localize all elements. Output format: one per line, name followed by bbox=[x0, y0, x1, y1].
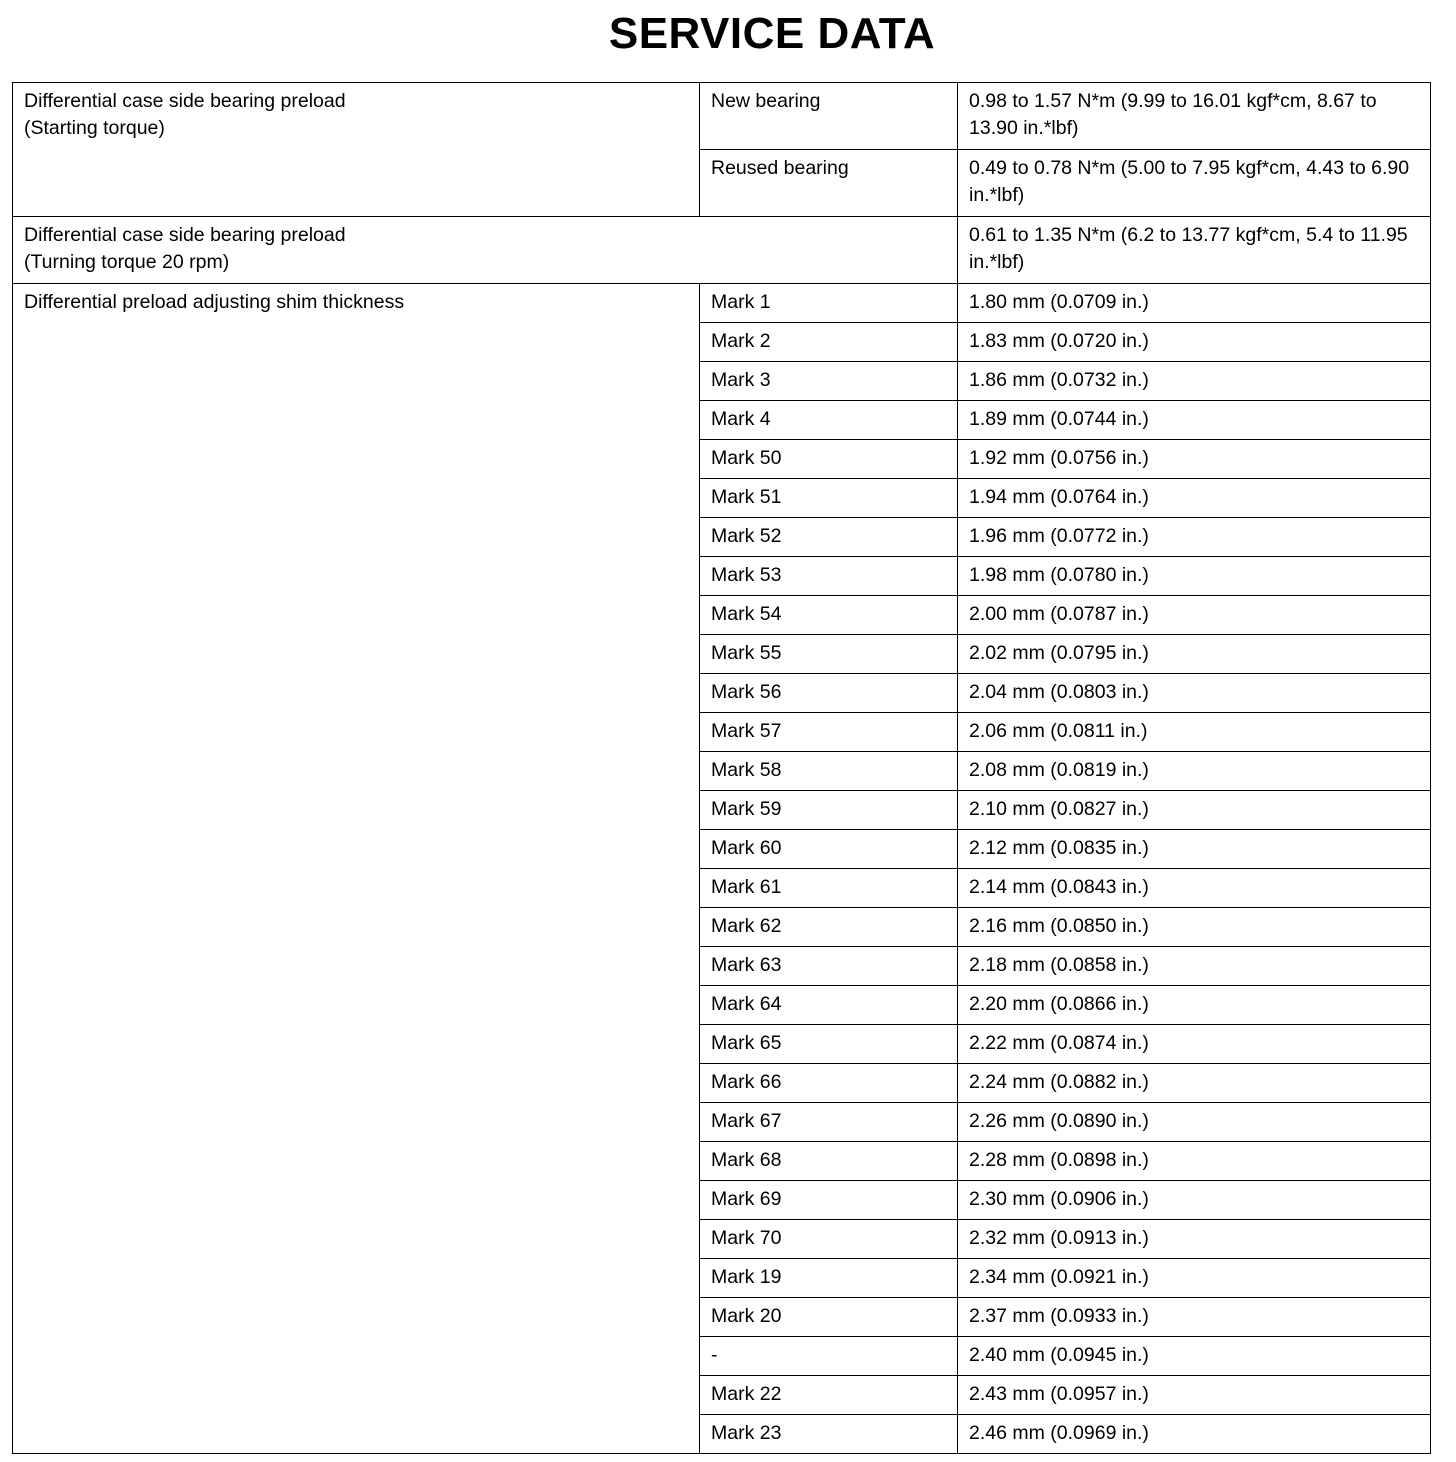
mark-cell: Mark 61 bbox=[700, 869, 958, 908]
mark-cell: Mark 3 bbox=[700, 362, 958, 401]
thickness-cell: 1.96 mm (0.0772 in.) bbox=[958, 518, 1431, 557]
thickness-cell: 1.92 mm (0.0756 in.) bbox=[958, 440, 1431, 479]
thickness-cell: 2.20 mm (0.0866 in.) bbox=[958, 986, 1431, 1025]
label-line: Differential case side bearing preload bbox=[24, 224, 346, 246]
thickness-cell: 2.04 mm (0.0803 in.) bbox=[958, 674, 1431, 713]
mark-cell: Mark 55 bbox=[700, 635, 958, 674]
thickness-cell: 1.89 mm (0.0744 in.) bbox=[958, 401, 1431, 440]
mark-cell: Mark 53 bbox=[700, 557, 958, 596]
table-row bbox=[13, 217, 1431, 284]
thickness-cell: 2.32 mm (0.0913 in.) bbox=[958, 1220, 1431, 1259]
thickness-cell: 2.46 mm (0.0969 in.) bbox=[958, 1415, 1431, 1454]
thickness-cell: 2.34 mm (0.0921 in.) bbox=[958, 1259, 1431, 1298]
thickness-cell: 2.10 mm (0.0827 in.) bbox=[958, 791, 1431, 830]
thickness-cell: 2.30 mm (0.0906 in.) bbox=[958, 1181, 1431, 1220]
thickness-cell: 1.98 mm (0.0780 in.) bbox=[958, 557, 1431, 596]
thickness-cell: 2.12 mm (0.0835 in.) bbox=[958, 830, 1431, 869]
value-cell: 0.98 to 1.57 N*m (9.99 to 16.01 kgf*cm, 8.67 to 13.90 in.*lbf) bbox=[958, 83, 1431, 150]
thickness-cell: 2.02 mm (0.0795 in.) bbox=[958, 635, 1431, 674]
thickness-cell: 2.22 mm (0.0874 in.) bbox=[958, 1025, 1431, 1064]
thickness-cell: 2.14 mm (0.0843 in.) bbox=[958, 869, 1431, 908]
thickness-cell: 2.00 mm (0.0787 in.) bbox=[958, 596, 1431, 635]
thickness-cell: 2.08 mm (0.0819 in.) bbox=[958, 752, 1431, 791]
mark-cell: Mark 57 bbox=[700, 713, 958, 752]
label-line: Differential case side bearing preload bbox=[24, 90, 346, 112]
mark-cell: Mark 4 bbox=[700, 401, 958, 440]
mark-cell: Mark 62 bbox=[700, 908, 958, 947]
mark-cell: Mark 68 bbox=[700, 1142, 958, 1181]
starting-torque-label bbox=[13, 83, 700, 217]
thickness-cell: 2.43 mm (0.0957 in.) bbox=[958, 1376, 1431, 1415]
mark-cell: Mark 1 bbox=[700, 284, 958, 323]
thickness-cell: 1.94 mm (0.0764 in.) bbox=[958, 479, 1431, 518]
mark-cell: Mark 60 bbox=[700, 830, 958, 869]
service-data-table bbox=[12, 82, 1431, 1454]
thickness-cell: 2.24 mm (0.0882 in.) bbox=[958, 1064, 1431, 1103]
mark-cell: Mark 2 bbox=[700, 323, 958, 362]
mark-cell: Mark 59 bbox=[700, 791, 958, 830]
turning-torque-label bbox=[13, 217, 958, 284]
mark-cell: Mark 66 bbox=[700, 1064, 958, 1103]
page-title: SERVICE DATA bbox=[608, 9, 936, 58]
mark-cell: Mark 69 bbox=[700, 1181, 958, 1220]
label-line: (Turning torque 20 rpm) bbox=[24, 251, 230, 273]
table-row bbox=[13, 284, 1431, 323]
shim-thickness-label: Differential preload adjusting shim thickness bbox=[13, 284, 700, 1454]
thickness-cell: 1.86 mm (0.0732 in.) bbox=[958, 362, 1431, 401]
thickness-cell: 2.40 mm (0.0945 in.) bbox=[958, 1337, 1431, 1376]
thickness-cell: 1.80 mm (0.0709 in.) bbox=[958, 284, 1431, 323]
mark-cell: Mark 54 bbox=[700, 596, 958, 635]
mark-cell: Mark 65 bbox=[700, 1025, 958, 1064]
mark-cell: Mark 64 bbox=[700, 986, 958, 1025]
value-cell: 0.49 to 0.78 N*m (5.00 to 7.95 kgf*cm, 4.43 to 6.90 in.*lbf) bbox=[958, 150, 1431, 217]
thickness-cell: 2.16 mm (0.0850 in.) bbox=[958, 908, 1431, 947]
condition-cell: New bearing bbox=[700, 83, 958, 150]
mark-cell: Mark 70 bbox=[700, 1220, 958, 1259]
mark-cell: Mark 22 bbox=[700, 1376, 958, 1415]
mark-cell: Mark 56 bbox=[700, 674, 958, 713]
label-line: (Starting torque) bbox=[24, 117, 165, 139]
mark-cell: Mark 23 bbox=[700, 1415, 958, 1454]
mark-cell: Mark 52 bbox=[700, 518, 958, 557]
mark-cell: Mark 51 bbox=[700, 479, 958, 518]
mark-cell: Mark 67 bbox=[700, 1103, 958, 1142]
thickness-cell: 2.28 mm (0.0898 in.) bbox=[958, 1142, 1431, 1181]
table-row bbox=[13, 83, 1431, 150]
mark-cell: Mark 63 bbox=[700, 947, 958, 986]
thickness-cell: 2.37 mm (0.0933 in.) bbox=[958, 1298, 1431, 1337]
condition-cell: Reused bearing bbox=[700, 150, 958, 217]
thickness-cell: 2.18 mm (0.0858 in.) bbox=[958, 947, 1431, 986]
mark-cell: - bbox=[700, 1337, 958, 1376]
mark-cell: Mark 58 bbox=[700, 752, 958, 791]
value-cell: 0.61 to 1.35 N*m (6.2 to 13.77 kgf*cm, 5.4 to 11.95 in.*lbf) bbox=[958, 217, 1431, 284]
thickness-cell: 2.06 mm (0.0811 in.) bbox=[958, 713, 1431, 752]
mark-cell: Mark 19 bbox=[700, 1259, 958, 1298]
mark-cell: Mark 50 bbox=[700, 440, 958, 479]
thickness-cell: 2.26 mm (0.0890 in.) bbox=[958, 1103, 1431, 1142]
thickness-cell: 1.83 mm (0.0720 in.) bbox=[958, 323, 1431, 362]
mark-cell: Mark 20 bbox=[700, 1298, 958, 1337]
